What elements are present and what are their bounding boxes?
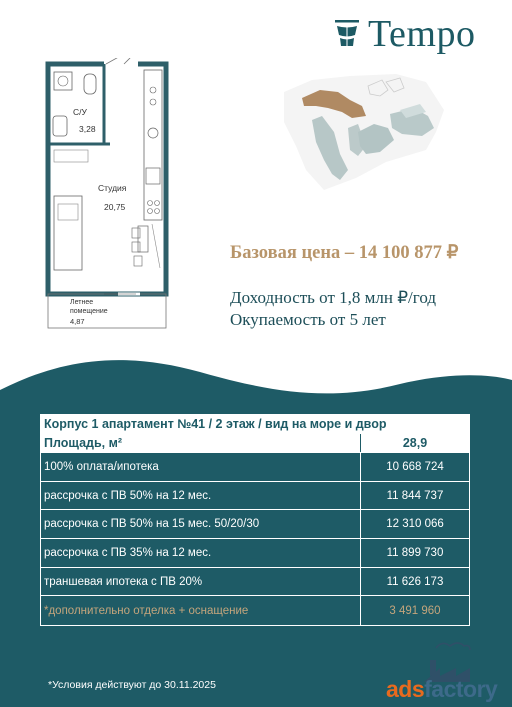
room-area: 3,28 bbox=[79, 124, 96, 134]
tempo-emblem-icon bbox=[334, 19, 360, 49]
table-row bbox=[41, 510, 469, 539]
payment-price: 11 844 737 bbox=[386, 489, 444, 502]
room-name: Летнее помещение bbox=[70, 299, 108, 315]
base-price: Базовая цена – 14 100 877 ₽ bbox=[230, 243, 459, 263]
table-row-extra bbox=[41, 596, 469, 625]
brand-logo bbox=[334, 14, 475, 54]
watermark-text: adsfactory bbox=[386, 676, 498, 702]
price-table bbox=[40, 414, 470, 626]
site-map bbox=[276, 70, 446, 195]
brand-name: Tempo bbox=[368, 13, 476, 55]
table-header-row bbox=[41, 415, 469, 434]
payment-option: рассрочка с ПВ 50% на 12 мес. bbox=[41, 482, 361, 510]
extra-option: *дополнительно отделка + оснащение bbox=[41, 596, 361, 625]
payback-line: Окупаемость от 5 лет bbox=[230, 310, 386, 329]
table-title: Корпус 1 апартамент №41 / 2 этаж / вид на море и двор bbox=[44, 417, 387, 431]
area-label: Площадь, м² bbox=[41, 434, 361, 452]
area-value: 28,9 bbox=[402, 436, 428, 450]
yield-line: Доходность от 1,8 млн ₽/год bbox=[230, 288, 436, 307]
payment-option: рассрочка с ПВ 35% на 12 мес. bbox=[41, 539, 361, 567]
terms-footnote: *Условия действуют до 30.11.2025 bbox=[48, 679, 216, 691]
room-area: 20,75 bbox=[104, 202, 126, 212]
payment-option: траншевая ипотека с ПВ 20% bbox=[41, 568, 361, 596]
table-area-row bbox=[41, 434, 469, 453]
payment-price: 11 626 173 bbox=[386, 575, 444, 588]
payment-option: 100% оплата/ипотека bbox=[41, 453, 361, 481]
payment-price: 11 899 730 bbox=[386, 546, 444, 559]
yield-block bbox=[230, 287, 436, 331]
room-name: Студия bbox=[98, 183, 127, 193]
room-area: 4,87 bbox=[70, 317, 85, 326]
table-row bbox=[41, 539, 469, 568]
extra-price: 3 491 960 bbox=[389, 604, 441, 617]
payment-price: 10 668 724 bbox=[386, 460, 444, 473]
floor-plan bbox=[40, 58, 172, 338]
table-row bbox=[41, 482, 469, 511]
table-row bbox=[41, 568, 469, 597]
payment-option: рассрочка с ПВ 50% на 15 мес. 50/20/30 bbox=[41, 510, 361, 538]
table-row bbox=[41, 453, 469, 482]
room-name: С/У bbox=[73, 107, 87, 117]
payment-price: 12 310 066 bbox=[386, 518, 444, 531]
